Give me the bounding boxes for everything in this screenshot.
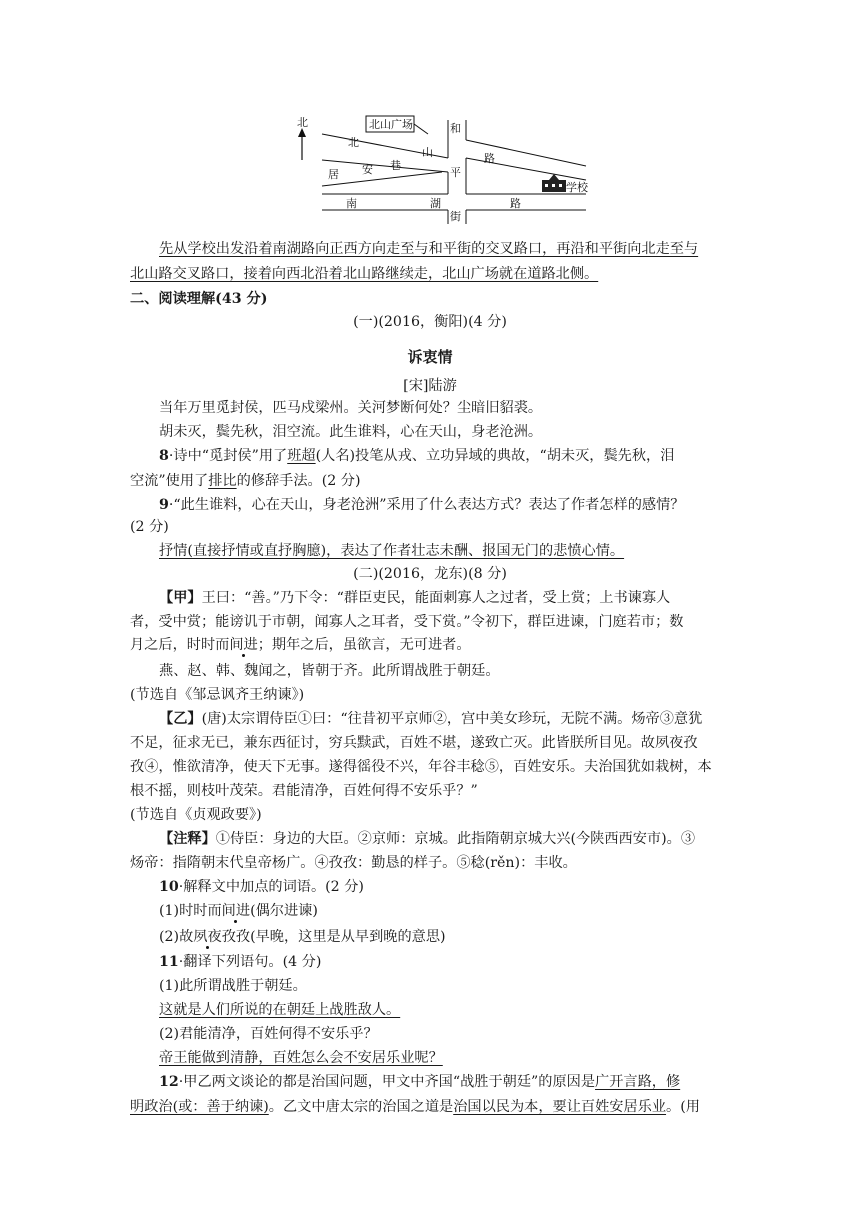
beishan-road-south-edge bbox=[322, 160, 448, 172]
jia-line-3: 月之后，时时而间进；期年之后，虽欲言，无可进者。 bbox=[130, 637, 471, 653]
q10-item-2: (2)故夙夜孜孜(早晚，这里是从早到晚的意思) bbox=[159, 929, 446, 945]
question-12-line-1: 12·甲乙两文谈论的都是治国问题，甲文中齐国“战胜于朝廷”的原因是广开言路，修 bbox=[159, 1074, 681, 1090]
route-map bbox=[296, 110, 596, 230]
question-8-line-1: 8·诗中“觅封侯”用了班超(人名)投笔从戎、立功异域的典故，“胡未灭，鬓先秋，泪 bbox=[159, 448, 675, 464]
yi-line-1: 【乙】(唐)太宗谓侍臣①曰：“往昔初平京师②，宫中美女珍玩，无院不满。炀帝③意犹 bbox=[159, 711, 703, 727]
heping-char-2: 平 bbox=[450, 166, 461, 179]
part-1-header: (一)(2016，衡阳)(4 分) bbox=[353, 314, 507, 330]
beishan-char-1: 北 bbox=[348, 136, 359, 149]
nanhu-char-2: 湖 bbox=[430, 197, 441, 210]
part-2-header: (二)(2016，龙东)(8 分) bbox=[353, 566, 507, 582]
heping-char-1: 和 bbox=[450, 122, 461, 135]
juan-char-1: 居 bbox=[328, 168, 339, 181]
q11-sentence-1: (1)此所谓战胜于朝廷。 bbox=[159, 978, 307, 994]
notes-line-2: 炀帝：指隋朝末代皇帝杨广。④孜孜：勤恳的样子。⑤稔(rěn)：丰收。 bbox=[130, 855, 577, 871]
q10-item-1: (1)时时而间进(偶尔进谏) bbox=[159, 903, 318, 919]
poem-line-2: 胡未灭，鬓先秋，泪空流。此生谁料，心在天山，身老沧洲。 bbox=[159, 424, 543, 440]
poem-title: 诉衷情 bbox=[407, 348, 453, 366]
juan-lane-south-edge bbox=[322, 172, 442, 186]
beishan-char-2: 山 bbox=[422, 146, 433, 159]
jia-line-2: 者，受中赏；能谤讥于市朝，闻寡人之耳者，受下赏。”令初下，群臣进谏，门庭若市；数 bbox=[130, 614, 684, 630]
square-pointer bbox=[414, 124, 428, 134]
yi-line-3: 孜④，惟欲清净，使天下无事。遂得徭役不兴，年谷丰稔⑤，百姓安乐。夫治国犹如栽树，本 bbox=[130, 759, 712, 775]
heping-char-3: 街 bbox=[450, 210, 461, 223]
route-answer-line-2: 北山路交叉路口，接着向西北沿着北山路继续走，北山广场就在道路北侧。 bbox=[130, 266, 599, 282]
q8-answer-2: 排比 bbox=[208, 473, 237, 489]
yi-source: (节选自《贞观政要》) bbox=[130, 807, 262, 823]
jia-line-1: 【甲】王曰：“善。”乃下令：“群臣吏民，能面刺寡人之过者，受上赏；上书谏寡人 bbox=[159, 590, 671, 606]
juan-char-2: 安 bbox=[362, 163, 373, 176]
yi-line-4: 根不摇，则枝叶茂荣。君能清净，百姓何得不安乐乎？” bbox=[130, 783, 478, 799]
question-10: 10·解释文中加点的词语。(2 分) bbox=[159, 879, 364, 895]
question-11: 11·翻译下列语句。(4 分) bbox=[159, 954, 322, 970]
poem-author: [宋]陆游 bbox=[403, 378, 457, 394]
school-label: 学校 bbox=[566, 181, 588, 194]
jia-line-4: 燕、赵、韩、魏闻之，皆朝于齐。此所谓战胜于朝廷。 bbox=[159, 663, 500, 679]
notes-line-1: 【注释】①侍臣：身边的大臣。②京师：京城。此指隋朝京城大兴(今陕西西安市)。③ bbox=[159, 831, 696, 847]
q8-answer-1: 班超 bbox=[287, 448, 316, 464]
north-label: 北 bbox=[297, 116, 308, 129]
juan-char-3: 巷 bbox=[390, 159, 401, 172]
poem-line-1: 当年万里觅封侯，匹马戍梁州。关河梦断何处？尘暗旧貂裘。 bbox=[159, 400, 543, 416]
section-2-heading: 二、阅读理解(43 分) bbox=[130, 291, 268, 307]
square-label: 北山广场 bbox=[369, 118, 413, 131]
question-9-line-1: 9·“此生谁料，心在天山，身老沧洲”采用了什么表达方式？表达了作者怎样的感情？ bbox=[159, 497, 685, 513]
q9-answer: 抒情(直接抒情或直抒胸臆)，表达了作者壮志未酬、报国无门的悲愤心情。 bbox=[159, 543, 625, 559]
north-arrow-head bbox=[298, 128, 306, 137]
route-answer-line-1: 先从学校出发沿着南湖路向正西方向走至与和平街的交叉路口，再沿和平街向北走至与 bbox=[159, 241, 699, 257]
yi-line-2: 不足，征求无已，兼东西征讨，穷兵黩武，百姓不堪，遂致亡灭。此皆朕所目见。故夙夜孜 bbox=[130, 735, 698, 751]
jia-source: (节选自《邹忌讽齐王纳谏》) bbox=[130, 687, 305, 703]
nanhu-char-3: 路 bbox=[510, 197, 521, 210]
school-building-icon bbox=[542, 174, 566, 192]
q11-answer-1: 这就是人们所说的在朝廷上战胜敌人。 bbox=[159, 1002, 401, 1018]
nanhu-char-1: 南 bbox=[346, 197, 357, 210]
he-road-lu-char: 路 bbox=[484, 152, 495, 165]
q11-answer-2: 帝王能做到清静，百姓怎么会不安居乐业呢？ bbox=[159, 1050, 443, 1066]
question-9-line-2: (2 分) bbox=[130, 519, 169, 535]
q11-sentence-2: (2)君能清净，百姓何得不安乐乎？ bbox=[159, 1026, 378, 1042]
question-8-line-2: 空流”使用了排比的修辞手法。(2 分) bbox=[130, 473, 361, 489]
question-12-line-2: 明政治(或：善于纳谏)。乙文中唐太宗的治国之道是治国以民为本，要让百姓安居乐业。(用 bbox=[130, 1099, 700, 1115]
